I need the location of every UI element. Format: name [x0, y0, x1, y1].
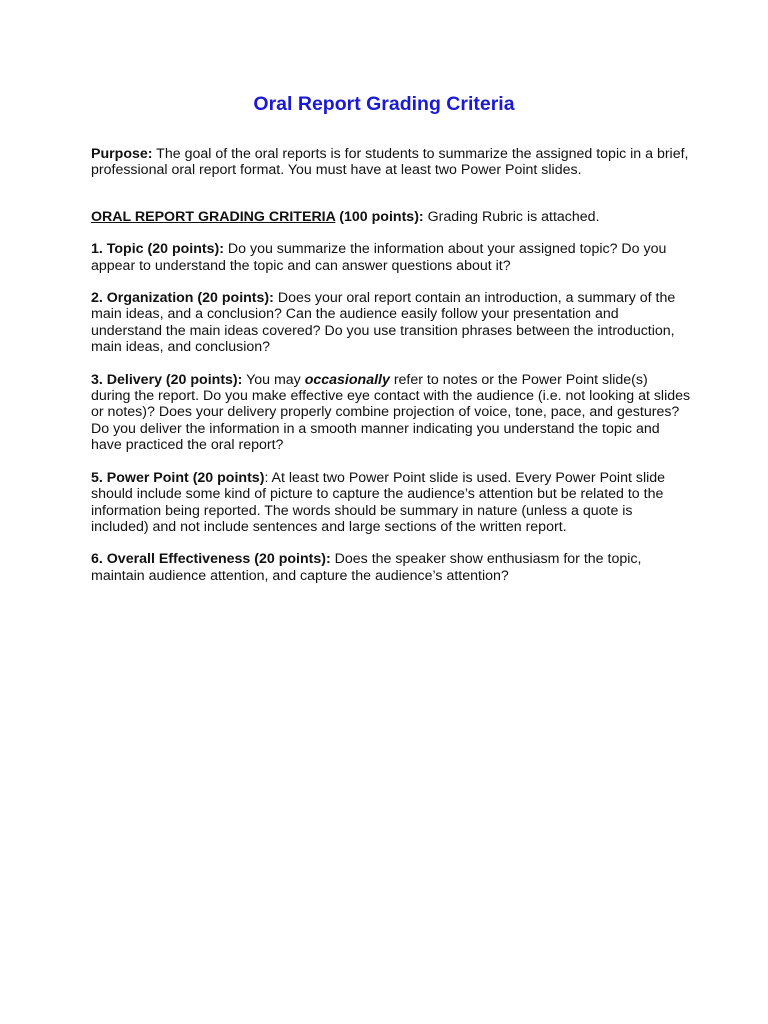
criteria-heading: ORAL REPORT GRADING CRITERIA — [91, 208, 336, 225]
page-title: Oral Report Grading Criteria — [253, 93, 515, 115]
criterion-label: 3. Delivery (20 points): — [91, 371, 243, 388]
criterion-text: Does the speaker show enthusiasm for the topic, maintain audience attention, and capture the audience’s attention? — [91, 551, 642, 584]
criterion-text-before: You may — [242, 371, 305, 388]
criterion-topic — [91, 241, 691, 274]
criterion-text: Do you summarize the information about your assigned topic? Do you appear to understand the topic and can answer questions about it? — [91, 241, 667, 274]
document-body — [91, 146, 691, 600]
criterion-power-point — [91, 470, 691, 536]
criterion-emphasis: occasionally — [304, 371, 390, 388]
purpose-paragraph — [91, 146, 691, 179]
criterion-text: Does your oral report contain an introduction, a summary of the main ideas, and a conclusion? Can the audience easily follow your presentation and understand the main ideas covered? Do you use transition phrases between the introduction, main ideas, and conclusion? — [91, 290, 676, 356]
criterion-label: 1. Topic (20 points): — [91, 241, 224, 258]
purpose-label: Purpose: — [91, 146, 153, 162]
criterion-organization — [91, 290, 691, 356]
criterion-delivery — [91, 372, 691, 454]
criterion-label: 6. Overall Effectiveness (20 points): — [91, 551, 331, 568]
criterion-text-after: refer to notes or the Power Point slide(s) during the report. Do you make effective eye contact with the audience (i.e. not looking at slides or notes)? Does your delivery properly combine projection of voice, tone, pace, and gestures? Do you deliver the information in a smooth manner indicating you understand the topic and have practiced the oral report? — [91, 371, 691, 454]
purpose-text: The goal of the oral reports is for students to summarize the assigned topic in a brief, professional oral report format. You must have at least two Power Point slides. — [91, 146, 689, 179]
criterion-text: : At least two Power Point slide is used. Every Power Point slide should include some kind of picture to capture the audience’s attention but be related to the information being reported. The words should be summary in nature (unless a quote is included) and not include sentences and large sections of the written report. — [91, 469, 666, 535]
criterion-overall-effectiveness — [91, 551, 691, 584]
criteria-points: (100 points): — [335, 208, 424, 225]
criterion-label: 5. Power Point (20 points) — [91, 469, 265, 486]
criterion-label: 2. Organization (20 points): — [91, 290, 274, 307]
criteria-header-paragraph — [91, 209, 691, 225]
criteria-note: Grading Rubric is attached. — [423, 208, 600, 225]
